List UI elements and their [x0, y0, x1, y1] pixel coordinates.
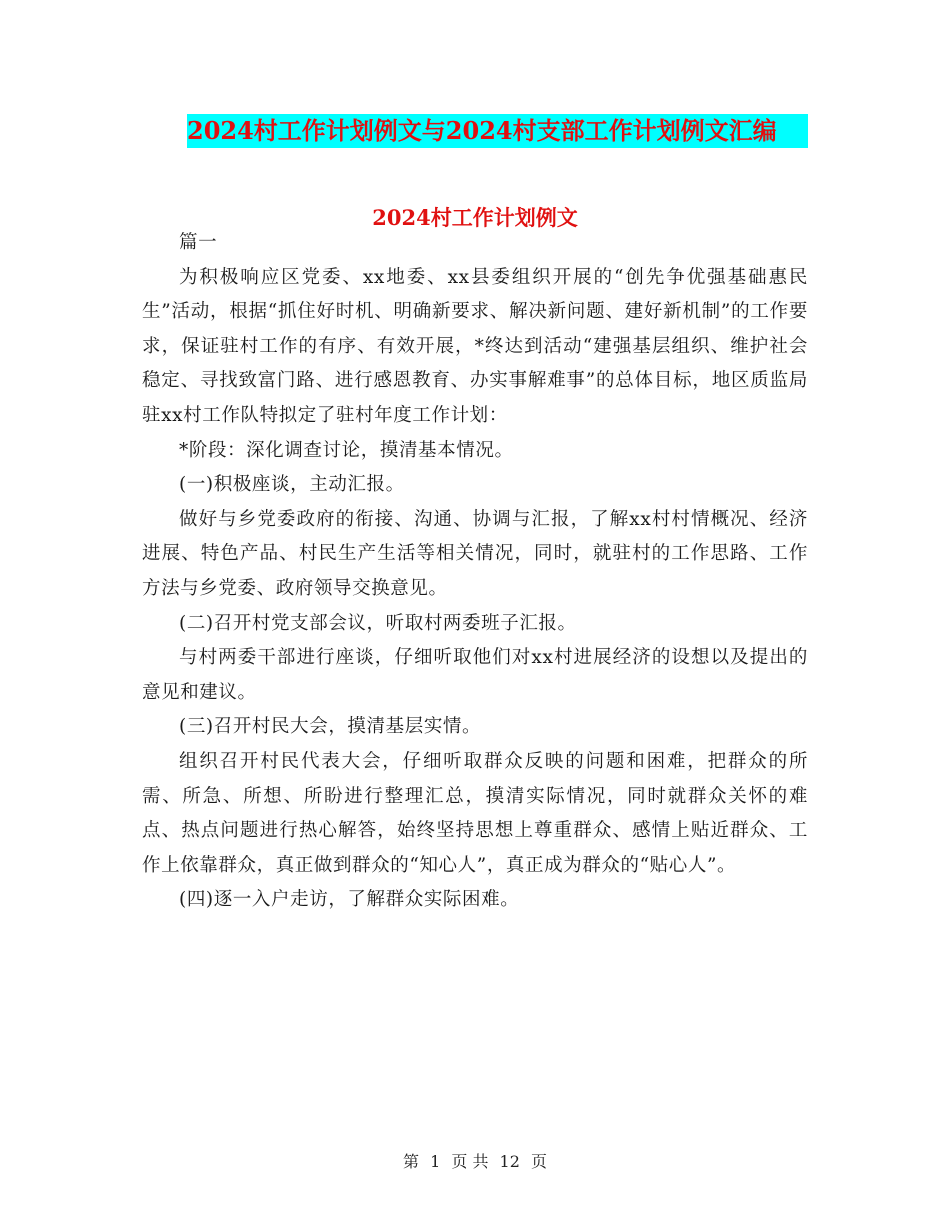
- paragraph: (一)积极座谈，主动汇报。: [179, 474, 405, 496]
- paragraph: (四)逐一入户走访，了解群众实际困难。: [179, 889, 520, 911]
- document-title: 2024村工作计划例文与2024村支部工作计划例文汇编: [187, 114, 808, 148]
- page-label-suffix: 页: [531, 1152, 548, 1171]
- page-label-prefix: 第: [402, 1152, 419, 1171]
- section-title: 2024村工作计划例文: [372, 205, 578, 230]
- paragraph: 组织召开村民代表大会，仔细听取群众反映的问题和困难，把群众的所需、所急、所想、所盼进行整理汇总，摸清实际情况，同时就群众关怀的难点、热点问题进行热心解答，始终坚持思想上尊重群众、感情上贴近群众、工作上依靠群众，真正做到群众的“知心人”，真正成为群众的“贴心人”。: [142, 750, 808, 876]
- page-footer: [0, 1150, 950, 1174]
- paragraph: *阶段：深化调查讨论，摸清基本情况。: [179, 439, 514, 461]
- page-total: 12: [499, 1152, 520, 1171]
- document-body: [142, 226, 808, 918]
- paragraph: 做好与乡党委政府的衔接、沟通、协调与汇报，了解xx村村情概况、经济进展、特色产品、村民生产生活等相关情况，同时，就驻村的工作思路、工作方法与乡党委、政府领导交换意见。: [142, 508, 808, 599]
- page-label-mid: 页 共: [451, 1152, 489, 1171]
- paragraph: 与村两委干部进行座谈，仔细听取他们对xx村进展经济的设想以及提出的意见和建议。: [142, 647, 808, 703]
- page-current: 1: [430, 1152, 441, 1171]
- paragraph: (三)召开村民大会，摸清基层实情。: [179, 716, 482, 738]
- paragraph: 篇一: [179, 232, 218, 253]
- paragraph: 为积极响应区党委、xx地委、xx县委组织开展的“创先争优强基础惠民生”活动，根据“抓住好时机、明确新要求、解决新问题、建好新机制”的工作要求，保证驻村工作的有序、有效开展，*终达到活动“建强基层组织、维护社会稳定、寻找致富门路、进行感恩教育、办实事解难事”的总体目标，地区质监局驻xx村工作队特拟定了驻村年度工作计划：: [142, 266, 808, 426]
- paragraph: (二)召开村党支部会议，听取村两委班子汇报。: [179, 612, 577, 634]
